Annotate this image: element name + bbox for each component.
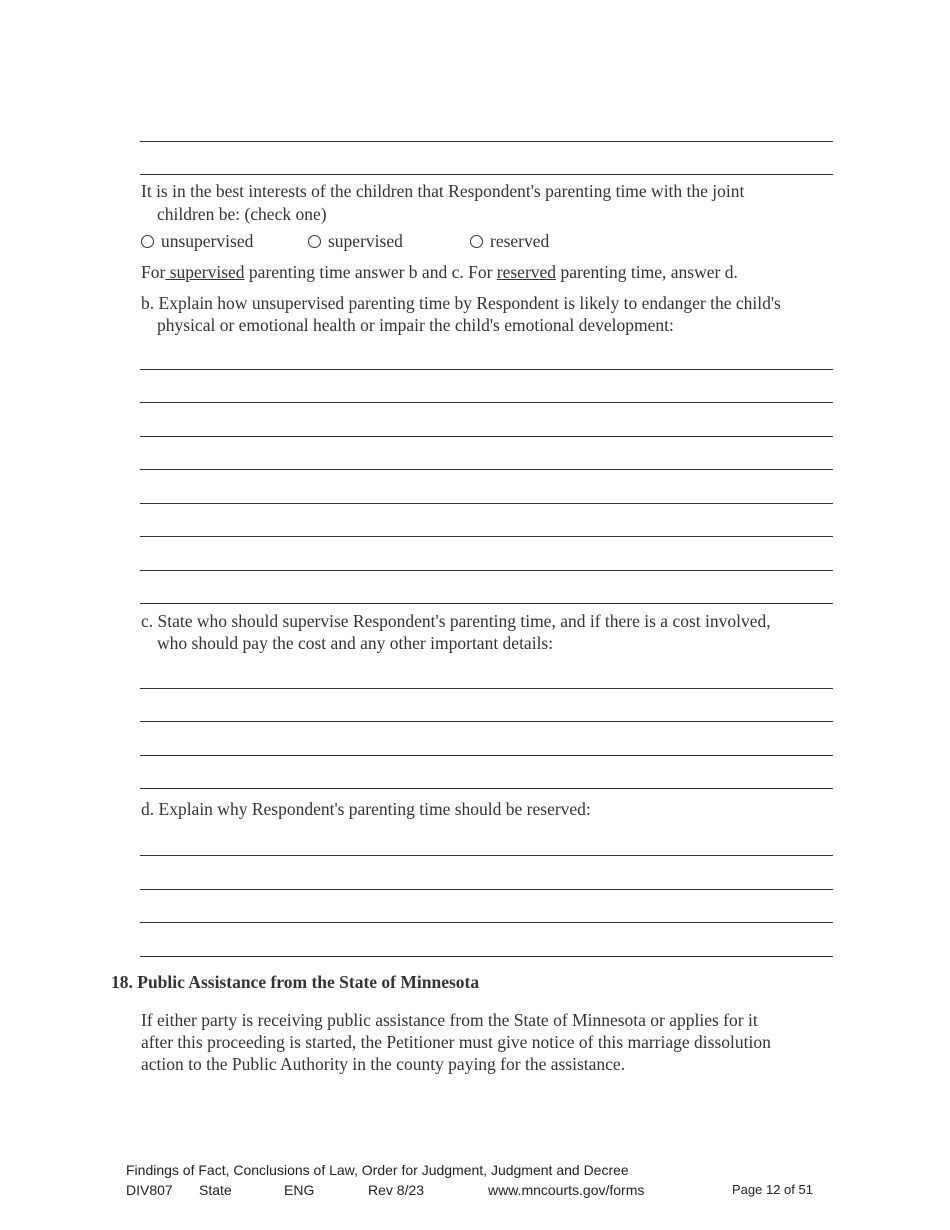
section-18-para-line-3: action to the Public Authority in the county paying for the assistance. <box>141 1054 626 1074</box>
answer-line[interactable] <box>140 174 833 175</box>
answer-line[interactable] <box>140 436 833 437</box>
question-b-line-2: physical or emotional health or impair the child's emotional development: <box>157 315 674 335</box>
question-b-line-1: b. Explain how unsupervised parenting time by Respondent is likely to endanger the child's <box>141 293 781 313</box>
answer-line[interactable] <box>140 688 833 689</box>
option-supervised[interactable] <box>308 230 403 252</box>
instructions-part-3: parenting time, answer d. <box>556 262 738 282</box>
footer-jurisdiction: State <box>199 1182 232 1198</box>
answer-line[interactable] <box>140 536 833 537</box>
option-label: unsupervised <box>161 231 254 251</box>
option-label: reserved <box>490 231 550 251</box>
footer-form-id: DIV807 <box>126 1182 173 1198</box>
answer-line[interactable] <box>140 570 833 571</box>
intro-line-2: children be: (check one) <box>157 204 327 224</box>
radio-button-icon[interactable] <box>308 235 321 248</box>
footer-url[interactable]: www.mncourts.gov/forms <box>488 1182 645 1198</box>
footer-page-number: Page 12 of 51 <box>732 1182 813 1197</box>
answer-line[interactable] <box>140 755 833 756</box>
footer-language: ENG <box>284 1182 315 1198</box>
section-18-para-line-2: after this proceeding is started, the Petitioner must give notice of this marriage dissolution <box>141 1032 771 1052</box>
section-18-para-line-1: If either party is receiving public assistance from the State of Minnesota or applies for it <box>141 1010 758 1030</box>
answer-line[interactable] <box>140 855 833 856</box>
footer-revision: Rev 8/23 <box>368 1182 425 1198</box>
instructions-part-1: For <box>141 262 166 282</box>
question-d-line-1: d. Explain why Respondent's parenting time should be reserved: <box>141 799 591 819</box>
instructions-line <box>141 261 738 283</box>
answer-line[interactable] <box>140 788 833 789</box>
answer-line[interactable] <box>140 469 833 470</box>
intro-line-1: It is in the best interests of the children that Respondent's parenting time with the joint <box>141 181 745 201</box>
answer-line[interactable] <box>140 922 833 923</box>
answer-line[interactable] <box>140 889 833 890</box>
answer-line[interactable] <box>140 141 833 142</box>
question-c-line-1: c. State who should supervise Respondent's parenting time, and if there is a cost involved, <box>141 611 771 631</box>
radio-button-icon[interactable] <box>470 235 483 248</box>
answer-line[interactable] <box>140 402 833 403</box>
answer-line[interactable] <box>140 956 833 957</box>
answer-line[interactable] <box>140 503 833 504</box>
supervised-underlined: supervised <box>165 262 245 282</box>
option-unsupervised[interactable] <box>141 230 253 252</box>
question-c-line-2: who should pay the cost and any other important details: <box>157 633 554 653</box>
section-18-heading: 18. Public Assistance from the State of Minnesota <box>111 972 480 992</box>
answer-line[interactable] <box>140 603 833 604</box>
option-label: supervised <box>328 231 403 251</box>
footer-title: Findings of Fact, Conclusions of Law, Order for Judgment, Judgment and Decree <box>126 1162 629 1178</box>
reserved-underlined: reserved <box>496 262 557 282</box>
option-reserved[interactable] <box>470 230 549 252</box>
answer-line[interactable] <box>140 369 833 370</box>
radio-button-icon[interactable] <box>141 235 154 248</box>
answer-line[interactable] <box>140 721 833 722</box>
instructions-part-2: parenting time answer b and c. For <box>244 262 497 282</box>
